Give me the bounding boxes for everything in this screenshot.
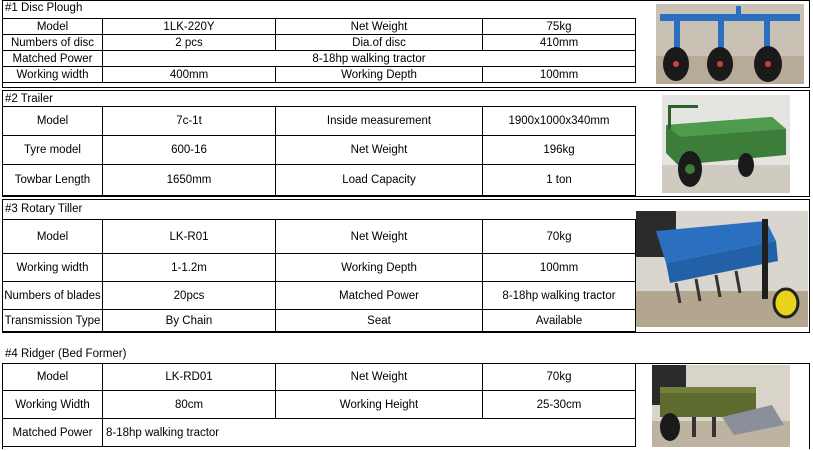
value-cell: 25-30cm [483, 391, 636, 419]
table-row [3, 419, 636, 447]
spec-table [2, 18, 636, 83]
value-cell: 600-16 [103, 136, 276, 165]
label-cell: Matched Power [3, 51, 103, 67]
table-row [3, 364, 636, 391]
label-cell: Net Weight [276, 220, 483, 254]
label-cell: Model [3, 220, 103, 254]
label-cell: Load Capacity [276, 165, 483, 196]
label-cell: Matched Power [3, 419, 103, 447]
table-row [3, 282, 636, 310]
label-cell: Seat [276, 310, 483, 332]
value-cell: 1650mm [103, 165, 276, 196]
value-cell: 8-18hp walking tractor [483, 282, 636, 310]
section-trailer [2, 90, 810, 197]
label-cell: Net Weight [276, 364, 483, 391]
value-cell: 70kg [483, 220, 636, 254]
value-cell: 400mm [103, 67, 276, 83]
label-cell: Tyre model [3, 136, 103, 165]
label-cell: Working Width [3, 391, 103, 419]
table-row [3, 165, 636, 196]
label-cell: Towbar Length [3, 165, 103, 196]
table-row [3, 19, 636, 35]
table-row [3, 107, 636, 136]
label-cell: Working Depth [276, 254, 483, 282]
label-cell: Working Depth [276, 67, 483, 83]
value-cell: 1 ton [483, 165, 636, 196]
value-cell: 2 pcs [103, 35, 276, 51]
value-cell: 8-18hp walking tractor [103, 419, 636, 447]
value-cell: 8-18hp walking tractor [103, 51, 636, 67]
label-cell: Model [3, 19, 103, 35]
label-cell: Model [3, 364, 103, 391]
value-cell: 410mm [483, 35, 636, 51]
label-cell: Transmission Type [3, 310, 103, 332]
value-cell: 100mm [483, 254, 636, 282]
label-cell: Working width [3, 254, 103, 282]
value-cell: Available [483, 310, 636, 332]
label-cell: Matched Power [276, 282, 483, 310]
value-cell: 1LK-220Y [103, 19, 276, 35]
value-cell: 100mm [483, 67, 636, 83]
section-title: #4 Ridger (Bed Former) [5, 348, 127, 360]
label-cell: Model [3, 107, 103, 136]
value-cell: 7c-1t [103, 107, 276, 136]
section-title: #2 Trailer [5, 93, 53, 105]
label-cell: Inside measurement [276, 107, 483, 136]
table-row [3, 35, 636, 51]
value-cell: LK-RD01 [103, 364, 276, 391]
label-cell: Dia.of disc [276, 35, 483, 51]
section-title: #3 Rotary Tiller [5, 203, 83, 215]
value-cell: 75kg [483, 19, 636, 35]
label-cell: Numbers of disc [3, 35, 103, 51]
section-ridger [2, 363, 810, 449]
table-row [3, 136, 636, 165]
section-disc-plough [2, 0, 810, 88]
value-cell: LK-R01 [103, 220, 276, 254]
spec-table [2, 363, 636, 447]
value-cell: 1900x1000x340mm [483, 107, 636, 136]
table-row [3, 220, 636, 254]
section-rotary-tiller [2, 199, 810, 333]
label-cell: Net Weight [276, 136, 483, 165]
spec-table [2, 219, 636, 332]
value-cell: 1-1.2m [103, 254, 276, 282]
label-cell: Working Height [276, 391, 483, 419]
section-title: #1 Disc Plough [5, 2, 83, 14]
table-row [3, 254, 636, 282]
disc-plough-photo [656, 4, 804, 84]
value-cell: 80cm [103, 391, 276, 419]
value-cell: 20pcs [103, 282, 276, 310]
label-cell: Net Weight [276, 19, 483, 35]
value-cell: 196kg [483, 136, 636, 165]
label-cell: Numbers of blades [3, 282, 103, 310]
ridger-photo [652, 365, 790, 447]
table-row [3, 67, 636, 83]
rotary-tiller-photo [636, 211, 808, 327]
value-cell: 70kg [483, 364, 636, 391]
label-cell: Working width [3, 67, 103, 83]
table-row [3, 310, 636, 332]
trailer-photo [662, 95, 790, 193]
value-cell: By Chain [103, 310, 276, 332]
table-row [3, 51, 636, 67]
spec-table [2, 106, 636, 196]
table-row [3, 391, 636, 419]
